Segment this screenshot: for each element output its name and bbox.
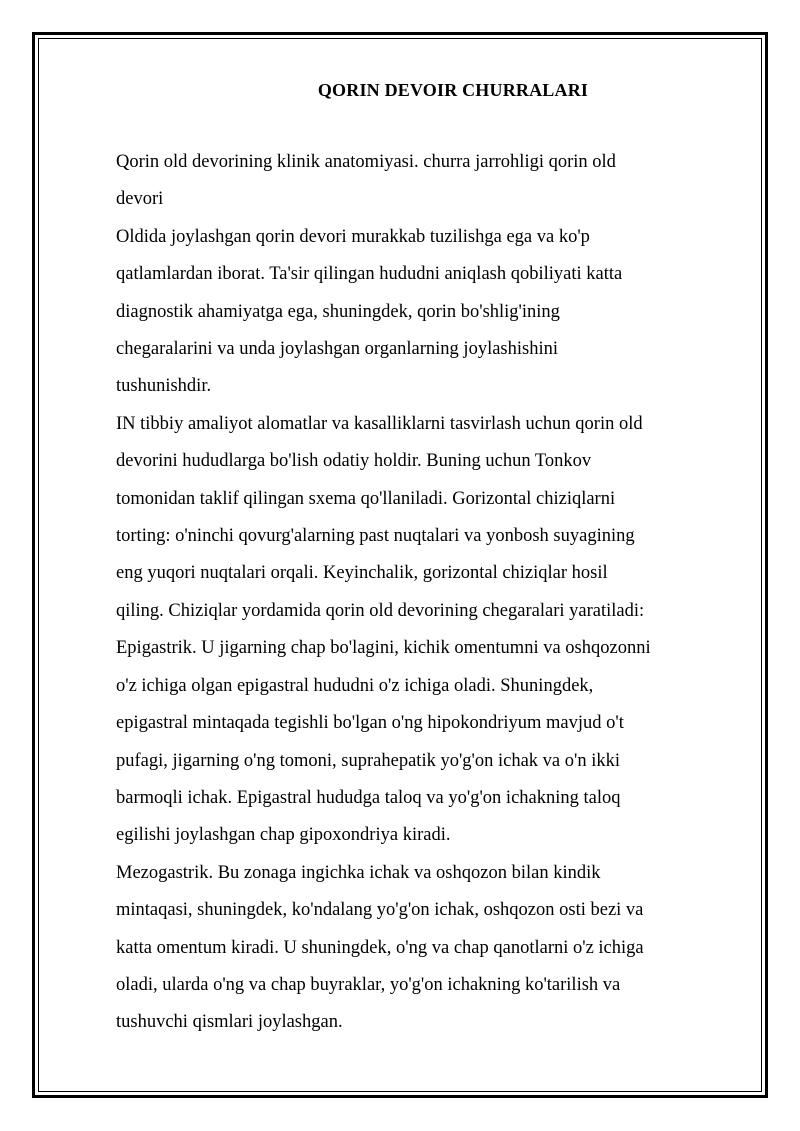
paragraph-mesogastric: Mezogastrik. Bu zonaga ingichka ichak va oshqozon bilan kindik mintaqasi, shuningdek, ko'ndalang yo'g'on ichak, oshqozon osti bezi va katta omentum kiradi. U shuningdek, o'ng va chap qanotlarni o'z ichiga oladi, ularda o'ng va chap buyraklar, yo'g'on ichakning ko'tarilish va tushuvchi qismlari joylashgan. [116,862,644,1033]
paragraph-intro: Qorin old devorining klinik anatomiyasi. churra jarrohligi qorin old devori [116,152,616,210]
paragraph-regions: IN tibbiy amaliyot alomatlar va kasalliklarni tasvirlash uchun qorin old devorini hududlarga bo'lish odatiy holdir. Buning uchun Tonkov tomonidan taklif qilingan sxema qo'llaniladi. Gorizontal chiziqlarni torting: o'ninchi qovurg'alarning past nuqtalari va yonbosh suyagining eng yuqori nuqtalari orqali. Keyinchalik, gorizontal chiziqlar hosil qiling. Chiziqlar yordamida qorin old devorining chegaralari yaratiladi: [116,413,645,621]
document-title: QORIN DEVOIR CHURRALARI [317,80,589,100]
paragraph-epigastric: Epigastrik. U jigarning chap bo'lagini, kichik omentumni va oshqozonni o'z ichiga olgan epigastral hududni o'z ichiga oladi. Shuningdek, epigastral mintaqada tegishli bo'lgan o'ng hipokondriyum mavjud o't pufagi, jigarning o'ng tomoni, suprahepatik yo'g'on ichak va o'n ikki barmoqli ichak. Epigastral hududga taloq va yo'g'on ichakning taloq egilishi joylashgan chap gipoxondriya kiradi. [116,638,651,846]
document-body [116,72,746,1042]
paragraph-wall-structure: Oldida joylashgan qorin devori murakkab tuzilishga ega va ko'p qatlamlardan iborat. Ta'sir qilingan hududni aniqlash qobiliyati katta diagnostik ahamiyatga ega, shuningdek, qorin bo'shlig'ining chegaralarini va unda joylashgan organlarning joylashishini tushunishdir. [116,226,623,397]
